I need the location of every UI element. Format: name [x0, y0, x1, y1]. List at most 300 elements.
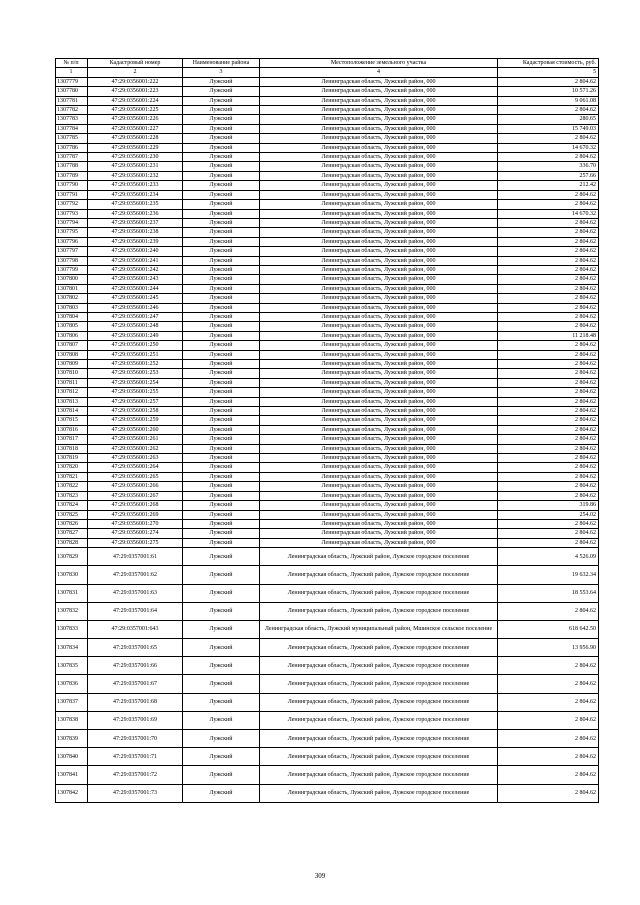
row-location: Ленинградская область, Лужский район, 000: [260, 463, 498, 472]
row-value: 2 804.62: [498, 407, 599, 416]
row-location: Ленинградская область, Лужский район, 000: [260, 369, 498, 378]
row-location: Ленинградская область, Лужский район, Лужское городское поселение: [260, 730, 498, 748]
table-row: [56, 519, 599, 528]
table-body: [56, 77, 599, 802]
row-value: 2 804.62: [498, 657, 599, 675]
row-location: Ленинградская область, Лужский район, 000: [260, 331, 498, 340]
row-location: Ленинградская область, Лужский район, Лужское городское поселение: [260, 766, 498, 784]
row-cadastral-number: 47:29:0356001:240: [88, 247, 183, 256]
row-cadastral-number: 47:29:0356001:262: [88, 444, 183, 453]
header-location: Местоположение земельного участка: [260, 59, 498, 68]
row-value: 2 804.62: [498, 275, 599, 284]
row-location: Ленинградская область, Лужский район, Лужское городское поселение: [260, 748, 498, 766]
row-district: Лужский: [183, 294, 260, 303]
row-location: Ленинградская область, Лужский район, 000: [260, 416, 498, 425]
row-cadastral-number: 47:29:0356001:270: [88, 519, 183, 528]
row-index: 1307815: [56, 416, 88, 425]
row-location: Ленинградская область, Лужский район, 000: [260, 519, 498, 528]
row-index: 1307836: [56, 675, 88, 693]
row-cadastral-number: 47:29:0357001:643: [88, 620, 183, 638]
row-location: Ленинградская область, Лужский район, 000: [260, 510, 498, 519]
row-cadastral-number: 47:29:0356001:241: [88, 256, 183, 265]
table-row: [56, 369, 599, 378]
row-value: 2 804.62: [498, 322, 599, 331]
row-district: Лужский: [183, 153, 260, 162]
table-row: [56, 766, 599, 784]
row-district: Лужский: [183, 303, 260, 312]
row-cadastral-number: 47:29:0356001:239: [88, 237, 183, 246]
row-district: Лужский: [183, 87, 260, 96]
header-row: [56, 59, 599, 68]
row-district: Лужский: [183, 425, 260, 434]
row-cadastral-number: 47:29:0356001:252: [88, 360, 183, 369]
row-cadastral-number: 47:29:0356001:227: [88, 124, 183, 133]
row-value: 618 642.50: [498, 620, 599, 638]
table-row: [56, 200, 599, 209]
table-row: [56, 529, 599, 538]
row-district: Лужский: [183, 228, 260, 237]
table-row: [56, 548, 599, 566]
header-index: № п/п: [56, 59, 88, 68]
row-cadastral-number: 47:29:0356001:253: [88, 369, 183, 378]
row-location: Ленинградская область, Лужский район, 000: [260, 538, 498, 547]
row-index: 1307788: [56, 162, 88, 171]
row-district: Лужский: [183, 284, 260, 293]
row-index: 1307833: [56, 620, 88, 638]
row-location: Ленинградская область, Лужский район, 000: [260, 482, 498, 491]
row-cadastral-number: 47:29:0357001:72: [88, 766, 183, 784]
row-location: Ленинградская область, Лужский район, 000: [260, 397, 498, 406]
row-value: 2 804.62: [498, 491, 599, 500]
row-cadastral-number: 47:29:0356001:244: [88, 284, 183, 293]
row-cadastral-number: 47:29:0356001:225: [88, 106, 183, 115]
row-cadastral-number: 47:29:0356001:242: [88, 265, 183, 274]
row-location: Ленинградская область, Лужский район, Лужское городское поселение: [260, 693, 498, 711]
row-district: Лужский: [183, 350, 260, 359]
row-cadastral-number: 47:29:0356001:264: [88, 463, 183, 472]
row-location: Ленинградская область, Лужский район, 000: [260, 77, 498, 86]
row-value: 2 804.62: [498, 435, 599, 444]
table-row: [56, 134, 599, 143]
row-location: Ленинградская область, Лужский район, 000: [260, 294, 498, 303]
row-index: 1307790: [56, 181, 88, 190]
row-index: 1307819: [56, 454, 88, 463]
row-location: Ленинградская область, Лужский район, 000: [260, 454, 498, 463]
row-location: Ленинградская область, Лужский район, 000: [260, 322, 498, 331]
row-district: Лужский: [183, 247, 260, 256]
row-location: Ленинградская область, Лужский район, 000: [260, 491, 498, 500]
row-index: 1307781: [56, 96, 88, 105]
row-value: 254.02: [498, 510, 599, 519]
row-location: Ленинградская область, Лужский район, 000: [260, 407, 498, 416]
table-row: [56, 435, 599, 444]
row-district: Лужский: [183, 331, 260, 340]
row-value: 2 804.62: [498, 284, 599, 293]
row-index: 1307804: [56, 312, 88, 321]
row-value: 2 804.62: [498, 153, 599, 162]
row-value: 2 804.62: [498, 784, 599, 802]
row-cadastral-number: 47:29:0357001:65: [88, 639, 183, 657]
row-district: Лужский: [183, 407, 260, 416]
row-index: 1307835: [56, 657, 88, 675]
row-index: 1307842: [56, 784, 88, 802]
row-location: Ленинградская область, Лужский район, 000: [260, 303, 498, 312]
row-location: Ленинградская область, Лужский район, 000: [260, 106, 498, 115]
row-index: 1307814: [56, 407, 88, 416]
row-value: 9 061.08: [498, 96, 599, 105]
row-location: Ленинградская область, Лужский район, Лужское городское поселение: [260, 548, 498, 566]
row-location: Ленинградская область, Лужский район, 000: [260, 472, 498, 481]
table-row: [56, 115, 599, 124]
row-cadastral-number: 47:29:0356001:232: [88, 171, 183, 180]
row-cadastral-number: 47:29:0356001:274: [88, 529, 183, 538]
row-cadastral-number: 47:29:0356001:229: [88, 143, 183, 152]
table-row: [56, 124, 599, 133]
row-district: Лужский: [183, 584, 260, 602]
row-value: 19 632.34: [498, 566, 599, 584]
table-row: [56, 96, 599, 105]
table-row: [56, 657, 599, 675]
row-value: 2 804.62: [498, 730, 599, 748]
row-value: 2 804.62: [498, 529, 599, 538]
row-district: Лужский: [183, 265, 260, 274]
row-district: Лужский: [183, 77, 260, 86]
table-row: [56, 693, 599, 711]
row-district: Лужский: [183, 106, 260, 115]
row-value: 2 804.62: [498, 190, 599, 199]
table-row: [56, 209, 599, 218]
row-location: Ленинградская область, Лужский район, 000: [260, 284, 498, 293]
table-row: [56, 284, 599, 293]
row-cadastral-number: 47:29:0357001:73: [88, 784, 183, 802]
row-location: Ленинградская область, Лужский район, 000: [260, 153, 498, 162]
row-cadastral-number: 47:29:0356001:257: [88, 397, 183, 406]
row-cadastral-number: 47:29:0356001:261: [88, 435, 183, 444]
row-district: Лужский: [183, 435, 260, 444]
row-district: Лужский: [183, 730, 260, 748]
row-index: 1307825: [56, 510, 88, 519]
row-value: 18 553.64: [498, 584, 599, 602]
row-district: Лужский: [183, 143, 260, 152]
row-location: Ленинградская область, Лужский район, Лужское городское поселение: [260, 657, 498, 675]
row-index: 1307831: [56, 584, 88, 602]
header-num-2: 2: [88, 68, 183, 77]
row-value: 2 804.62: [498, 247, 599, 256]
row-district: Лужский: [183, 748, 260, 766]
header-num-5: 5: [498, 68, 599, 77]
row-location: Ленинградская область, Лужский район, 000: [260, 360, 498, 369]
row-district: Лужский: [183, 620, 260, 638]
row-district: Лужский: [183, 657, 260, 675]
row-location: Ленинградская область, Лужский район, 000: [260, 425, 498, 434]
row-value: 2 804.62: [498, 693, 599, 711]
row-district: Лужский: [183, 378, 260, 387]
row-value: 2 804.62: [498, 350, 599, 359]
table-row: [56, 322, 599, 331]
row-cadastral-number: 47:29:0356001:238: [88, 228, 183, 237]
row-index: 1307821: [56, 472, 88, 481]
table-row: [56, 407, 599, 416]
table-row: [56, 639, 599, 657]
row-district: Лужский: [183, 190, 260, 199]
row-index: 1307789: [56, 171, 88, 180]
table-row: [56, 454, 599, 463]
row-location: Ленинградская область, Лужский район, 000: [260, 124, 498, 133]
table-row: [56, 444, 599, 453]
row-location: Ленинградская область, Лужский район, 000: [260, 275, 498, 284]
row-district: Лужский: [183, 454, 260, 463]
row-value: 2 804.62: [498, 425, 599, 434]
row-location: Ленинградская область, Лужский район, 000: [260, 115, 498, 124]
row-location: Ленинградская область, Лужский район, Лужское городское поселение: [260, 602, 498, 620]
table-row: [56, 584, 599, 602]
row-location: Ленинградская область, Лужский район, 000: [260, 341, 498, 350]
row-value: 2 804.62: [498, 472, 599, 481]
row-index: 1307809: [56, 360, 88, 369]
table-row: [56, 748, 599, 766]
row-index: 1307816: [56, 425, 88, 434]
table-row: [56, 143, 599, 152]
row-location: Ленинградская область, Лужский район, Лужское городское поселение: [260, 639, 498, 657]
row-value: 2 804.62: [498, 397, 599, 406]
row-cadastral-number: 47:29:0356001:243: [88, 275, 183, 284]
row-value: 2 804.62: [498, 294, 599, 303]
row-index: 1307785: [56, 134, 88, 143]
row-value: 2 804.62: [498, 312, 599, 321]
row-index: 1307779: [56, 77, 88, 86]
row-location: Ленинградская область, Лужский район, 000: [260, 190, 498, 199]
header-district: Наименование района: [183, 59, 260, 68]
row-cadastral-number: 47:29:0357001:67: [88, 675, 183, 693]
row-district: Лужский: [183, 322, 260, 331]
row-district: Лужский: [183, 472, 260, 481]
table-row: [56, 784, 599, 802]
row-district: Лужский: [183, 444, 260, 453]
row-value: 2 804.62: [498, 237, 599, 246]
row-index: 1307796: [56, 237, 88, 246]
table-row: [56, 360, 599, 369]
row-value: 2 804.62: [498, 519, 599, 528]
row-district: Лужский: [183, 482, 260, 491]
row-cadastral-number: 47:29:0356001:245: [88, 294, 183, 303]
row-index: 1307782: [56, 106, 88, 115]
header-number-row: [56, 68, 599, 77]
row-location: Ленинградская область, Лужский район, Лужское городское поселение: [260, 566, 498, 584]
row-index: 1307799: [56, 265, 88, 274]
row-value: 2 804.62: [498, 388, 599, 397]
table-header: [56, 59, 599, 78]
row-cadastral-number: 47:29:0356001:228: [88, 134, 183, 143]
row-cadastral-number: 47:29:0357001:68: [88, 693, 183, 711]
cadastral-table: [55, 58, 599, 803]
row-value: 2 804.62: [498, 200, 599, 209]
row-value: 2 804.62: [498, 538, 599, 547]
row-value: 280.65: [498, 115, 599, 124]
row-value: 2 804.62: [498, 444, 599, 453]
row-location: Ленинградская область, Лужский район, 000: [260, 312, 498, 321]
table-row: [56, 730, 599, 748]
row-value: 2 804.62: [498, 675, 599, 693]
row-district: Лужский: [183, 491, 260, 500]
row-district: Лужский: [183, 96, 260, 105]
row-index: 1307795: [56, 228, 88, 237]
row-district: Лужский: [183, 693, 260, 711]
row-location: Ленинградская область, Лужский район, Лужское городское поселение: [260, 675, 498, 693]
row-cadastral-number: 47:29:0357001:64: [88, 602, 183, 620]
row-index: 1307839: [56, 730, 88, 748]
table-row: [56, 162, 599, 171]
row-location: Ленинградская область, Лужский район, 000: [260, 265, 498, 274]
row-index: 1307822: [56, 482, 88, 491]
row-cadastral-number: 47:29:0356001:266: [88, 482, 183, 491]
row-cadastral-number: 47:29:0356001:234: [88, 190, 183, 199]
row-location: Ленинградская область, Лужский район, 000: [260, 143, 498, 152]
table-row: [56, 190, 599, 199]
row-value: 2 804.62: [498, 766, 599, 784]
row-index: 1307787: [56, 153, 88, 162]
row-location: Ленинградская область, Лужский район, 000: [260, 134, 498, 143]
row-district: Лужский: [183, 566, 260, 584]
row-cadastral-number: 47:29:0357001:71: [88, 748, 183, 766]
page-number: 309: [314, 872, 326, 880]
row-district: Лужский: [183, 237, 260, 246]
row-value: 11 218.48: [498, 331, 599, 340]
table-row: [56, 566, 599, 584]
table-row: [56, 106, 599, 115]
row-district: Лужский: [183, 312, 260, 321]
table-row: [56, 228, 599, 237]
table-row: [56, 538, 599, 547]
row-index: 1307806: [56, 331, 88, 340]
row-index: 1307783: [56, 115, 88, 124]
row-index: 1307793: [56, 209, 88, 218]
row-value: 15 749.03: [498, 124, 599, 133]
row-value: 2 804.62: [498, 711, 599, 729]
row-cadastral-number: 47:29:0356001:236: [88, 209, 183, 218]
row-index: 1307801: [56, 284, 88, 293]
row-value: 2 804.62: [498, 482, 599, 491]
row-district: Лужский: [183, 519, 260, 528]
row-district: Лужский: [183, 529, 260, 538]
header-cadastral-number: Кадастровый номер: [88, 59, 183, 68]
row-index: 1307810: [56, 369, 88, 378]
table-row: [56, 181, 599, 190]
row-location: Ленинградская область, Лужский район, 000: [260, 388, 498, 397]
table-row: [56, 378, 599, 387]
row-index: 1307826: [56, 519, 88, 528]
table-row: [56, 463, 599, 472]
table-row: [56, 350, 599, 359]
row-index: 1307840: [56, 748, 88, 766]
row-district: Лужский: [183, 218, 260, 227]
row-cadastral-number: 47:29:0357001:63: [88, 584, 183, 602]
row-index: 1307829: [56, 548, 88, 566]
row-district: Лужский: [183, 124, 260, 133]
row-district: Лужский: [183, 369, 260, 378]
row-district: Лужский: [183, 510, 260, 519]
row-location: Ленинградская область, Лужский район, 000: [260, 162, 498, 171]
row-cadastral-number: 47:29:0357001:69: [88, 711, 183, 729]
table-row: [56, 237, 599, 246]
row-district: Лужский: [183, 171, 260, 180]
row-location: Ленинградская область, Лужский район, Лужское городское поселение: [260, 784, 498, 802]
row-location: Ленинградская область, Лужский район, 000: [260, 181, 498, 190]
row-value: 2 804.62: [498, 218, 599, 227]
row-cadastral-number: 47:29:0357001:61: [88, 548, 183, 566]
table-row: [56, 602, 599, 620]
row-cadastral-number: 47:29:0356001:247: [88, 312, 183, 321]
row-district: Лужский: [183, 639, 260, 657]
table-row: [56, 77, 599, 86]
row-index: 1307803: [56, 303, 88, 312]
row-location: Ленинградская область, Лужский район, 000: [260, 171, 498, 180]
header-num-3: 3: [183, 68, 260, 77]
row-index: 1307823: [56, 491, 88, 500]
row-value: 2 804.62: [498, 416, 599, 425]
row-cadastral-number: 47:29:0356001:265: [88, 472, 183, 481]
table-row: [56, 265, 599, 274]
row-location: Ленинградская область, Лужский район, 000: [260, 228, 498, 237]
row-cadastral-number: 47:29:0356001:254: [88, 378, 183, 387]
row-index: 1307805: [56, 322, 88, 331]
row-district: Лужский: [183, 602, 260, 620]
table-row: [56, 501, 599, 510]
table-row: [56, 510, 599, 519]
row-value: 2 804.62: [498, 454, 599, 463]
table-row: [56, 416, 599, 425]
row-cadastral-number: 47:29:0356001:269: [88, 510, 183, 519]
table-row: [56, 312, 599, 321]
row-index: 1307841: [56, 766, 88, 784]
row-value: 212.42: [498, 181, 599, 190]
row-value: 13 956.90: [498, 639, 599, 657]
table-row: [56, 331, 599, 340]
row-value: 2 804.62: [498, 256, 599, 265]
table-row: [56, 620, 599, 638]
row-cadastral-number: 47:29:0356001:230: [88, 153, 183, 162]
row-index: 1307811: [56, 378, 88, 387]
row-location: Ленинградская область, Лужский район, 000: [260, 96, 498, 105]
row-location: Ленинградская область, Лужский район, Лужское городское поселение: [260, 711, 498, 729]
row-value: 14 670.32: [498, 209, 599, 218]
row-value: 2 804.62: [498, 134, 599, 143]
row-location: Ленинградская область, Лужский район, 000: [260, 200, 498, 209]
row-value: 2 804.62: [498, 228, 599, 237]
row-district: Лужский: [183, 397, 260, 406]
row-value: 2 804.62: [498, 106, 599, 115]
row-cadastral-number: 47:29:0356001:249: [88, 331, 183, 340]
row-index: 1307780: [56, 87, 88, 96]
table-row: [56, 482, 599, 491]
row-cadastral-number: 47:29:0356001:224: [88, 96, 183, 105]
row-index: 1307834: [56, 639, 88, 657]
row-value: 319.86: [498, 501, 599, 510]
header-value: Кадастровая стоимость, руб.: [498, 59, 599, 68]
row-location: Ленинградская область, Лужский район, 000: [260, 256, 498, 265]
row-district: Лужский: [183, 360, 260, 369]
row-index: 1307818: [56, 444, 88, 453]
row-index: 1307838: [56, 711, 88, 729]
row-district: Лужский: [183, 463, 260, 472]
row-cadastral-number: 47:29:0357001:62: [88, 566, 183, 584]
row-district: Лужский: [183, 538, 260, 547]
row-district: Лужский: [183, 416, 260, 425]
row-value: 2 804.62: [498, 265, 599, 274]
row-index: 1307802: [56, 294, 88, 303]
row-index: 1307824: [56, 501, 88, 510]
row-value: 2 804.62: [498, 369, 599, 378]
row-district: Лужский: [183, 766, 260, 784]
